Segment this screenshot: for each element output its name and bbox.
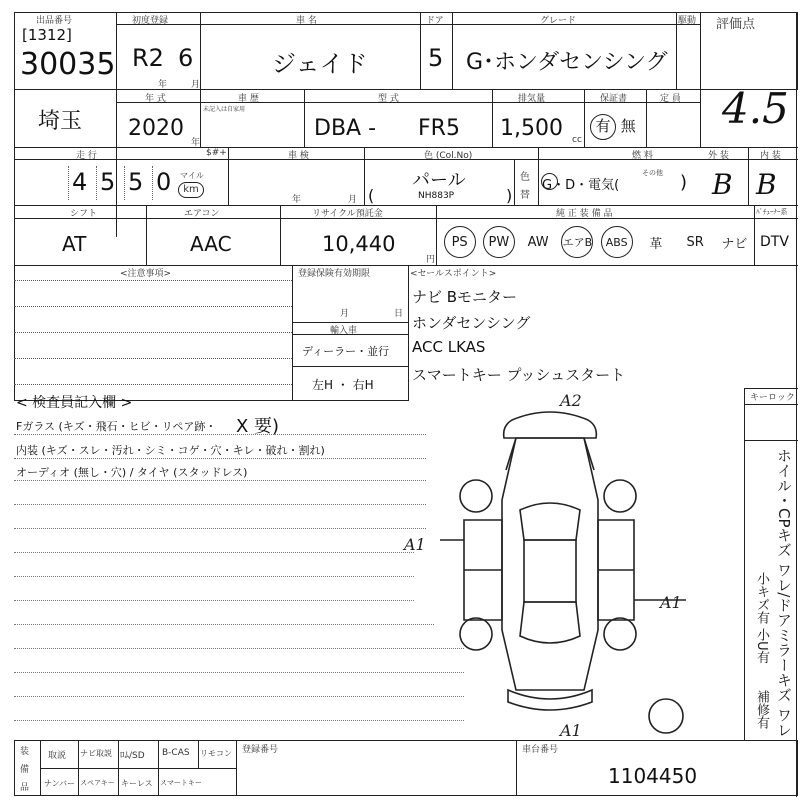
import-label: 輸入車 [330,326,358,336]
side-note-repair: 補修有 [754,690,769,729]
interior-line: 内装 (キズ・スレ・汚れ・シミ・コゲ・穴・キレ・破れ・割れ) [16,444,325,457]
region: 埼玉 [38,109,83,134]
equipment-label-0: PS [444,226,476,258]
footer-item-remote: リモコン [200,749,232,758]
ac-value: AAC [190,232,232,256]
car-name: ジェイド [272,50,368,78]
color-label: 色 (Col.No) [424,151,473,161]
model-year-label: 年 式 [145,94,166,104]
equipment-label-6: SR [686,234,704,250]
car-damage-diagram [404,390,682,740]
chassis-number: 1104450 [608,764,698,788]
color-code: NH883P [418,191,455,201]
sales-point-4: スマートキー プッシュスタート [412,366,626,384]
fuel-options: G・D・電気( [542,178,620,193]
shaken-label: 車 検 [288,151,309,161]
inspector-title: < 検査員記入欄 > [16,395,133,411]
mile-unit: マイル [180,171,204,180]
fglass-mark: X 要) [236,416,280,437]
fglass-line: Fガラス (キズ・飛石・ヒビ・リペア跡・ [16,420,217,433]
recolor-label-a: 色 [520,172,530,183]
km-unit-circled: km [178,182,204,198]
sales-label: <セールスポイント> [410,269,497,279]
grade-label: グレード [540,16,577,26]
exterior-grade: B [712,168,733,201]
footer-item-manual: 取説 [48,751,67,761]
footer-item-spare-key: スペアキー [80,779,115,787]
equipment-label-2: AW [527,234,549,250]
equipment-item [519,222,558,262]
displacement: 1,500 [500,116,563,141]
equipment-item [715,222,754,262]
shift-label: シフト [70,209,98,219]
footer-item-bcas: B-CAS [162,748,190,758]
lot-label: 出品番号 [36,16,73,26]
car-name-label: 車 名 [296,16,317,26]
front-bumper-top [504,412,597,438]
equipment-item [676,222,715,262]
front-left-wheel [460,480,492,512]
caution-label: <注意事項> [120,269,172,279]
sales-point-1: ナビ Bモニター [412,288,518,306]
mileage-label: 走 行 [76,151,97,161]
side-note-wheel: ホイル・CPキズ ワレ/ドアミラーキズ ワレ [775,448,793,738]
shift-value: AT [62,232,87,256]
equipment-item [636,222,675,262]
sales-point-3: ACC LKAS [412,338,486,356]
mark-rear: A1 [560,721,582,740]
first-reg-label: 初度登録 [132,16,169,26]
model-year: 2020 [128,116,184,141]
grade-value: G･ホンダセンシング [466,50,668,75]
warranty-label: 保証書 [600,94,628,104]
equipment-label: 純 正 装 備 品 [556,209,613,219]
equipment-item [440,222,479,262]
warranty-no: 無 [620,117,636,135]
dealer-parallel: ディーラー・並行 [302,345,390,358]
rear-window [520,602,580,643]
first-reg-month: 6 [178,44,194,72]
exterior-label: 外 装 [708,151,729,161]
footer-item-smart-key: スマートキー [160,779,202,787]
spare-wheel [649,699,683,733]
score-value: 4.5 [722,84,789,133]
equipment-label-4: ABS [601,226,633,258]
windshield [520,503,580,540]
mark-front: A2 [560,391,582,410]
keylock-label: キーロック [750,393,795,403]
ac-label: エアコン [184,209,220,219]
equipment-label-3: エアB [561,226,593,258]
rear-bumper [508,690,592,710]
type-prefix: DBA - [314,116,377,141]
sales-point-2: ホンダセンシング [412,314,531,332]
recycle-value: 10,440 [322,232,396,256]
fuel-gasoline-circle [541,173,558,190]
audio-line: オーディオ (無し・穴) / タイヤ (スタッドレス) [16,466,248,479]
doors-label: ドア [426,16,444,26]
rear-left-wheel [460,618,492,650]
history-note: 未記入は自家用 [203,106,246,113]
type-label: 型 式 [378,94,399,104]
roof [524,540,576,602]
rear-right-wheel [604,618,636,650]
car-body [502,438,598,690]
equipment-item [558,222,597,262]
warranty-yes: 有 [590,114,616,140]
footer-item-number: ナンバー [44,779,76,788]
drive-label: 駆動 [678,16,697,26]
first-reg-era: R2 [132,44,164,72]
reg-expiry-label: 登録保険有効期限 [298,269,371,279]
mark-left: A1 [404,535,426,554]
score-label: 評価点 [716,17,756,32]
history-label: 車 歴 [238,94,259,104]
option-value: DTV [760,234,789,250]
side-note-minor: 小キズ有 小U有 [754,572,769,664]
footer-item-rom: ﾛﾑ/SD [120,751,145,761]
displacement-label: 排気量 [518,94,546,104]
footer-item-navi-manual: ナビ取説 [80,749,112,758]
recolor-label-b: 替 [520,190,530,201]
chassis-label: 車台番号 [522,745,559,755]
doors-value: 5 [428,44,444,72]
equipment-label-1: PW [483,226,515,258]
lot-number: 30035 [20,47,116,82]
footer-item-keyless: キーレス [121,779,153,788]
mark-right: A1 [660,593,682,612]
color-value: パール [412,170,466,191]
interior-label: 内 装 [760,151,781,161]
front-right-wheel [604,480,636,512]
recycle-label: リサイクル預託金 [312,209,383,219]
steering-side: 左H ・ 右H [312,378,374,392]
interior-grade: B [756,168,777,201]
option-label: ﾊﾞﾁｭｰﾅｰ系 [756,208,788,216]
retrofit-label: $#+ [206,148,227,158]
lot-bracket: [1312] [22,26,72,44]
fuel-other-label: その他 [642,169,663,177]
fixed-label: 定 員 [660,94,681,104]
equipment-item [597,222,636,262]
warranty-options [590,114,636,140]
registration-number-label: 登録番号 [242,745,279,755]
type-code: FR5 [418,116,460,141]
equipment-label-5: 革 [649,236,663,252]
auction-sheet: 出品番号 [1312] 30035 初度登録 R2 6 年 月 車 名 ジェイド ドア 5 グレード G･ホンダセンシング 駆動 評価点 4.5 埼玉 年 式 2020 年 車 歴 未記入は自家用 型 式 DBA - FR5 排気量 1,500 cc 保証書 有 無 定 員 走 行 4 5 5 0 マイル km $#+ 車 検 年 月 色 (Col.No) ( パール NH883P ) 色 替 燃 料 G・D・電気( その他 ) 外 装 B 内 装 B シフト AT エアコン AAC リサイクル預託金 10,440 円 純 正 装 備 品 PS PW AW エアB ABS 革 SR ナビ ﾊﾞﾁｭｰﾅｰ系 DTV <注意事項> 登録保険有効期限 月 日 輸入車 ディーラー・並行 左H ・ 右H <セールスポイント> ナビ Bモニター ホンダセンシング ACC LKAS スマートキー プッシュスタート キーロック < 検査員記入欄 > Fガラス (キズ・飛石・ヒビ・リペア跡・ X 要) 内装 (キズ・スレ・汚れ・シミ・コゲ・穴・キレ・破れ・割れ) オーディオ (無し・穴) / タイヤ (スタッドレス) ホイル・CPキズ ワレ/ドアミラーキズ ワレ 小キズ有 小U有 補修有 A2 A1 A1 A1 装 備 品 取説 ナビ取説 ﾛﾑ/SD B-CAS リモコン ナンバー スペアキー キーレス スマートキー 登録番号 車台番号 1104450 [0,0,800,800]
fuel-label: 燃 料 [632,151,653,161]
equipment-item [479,222,518,262]
equipment-label-7: ナビ [721,236,748,252]
